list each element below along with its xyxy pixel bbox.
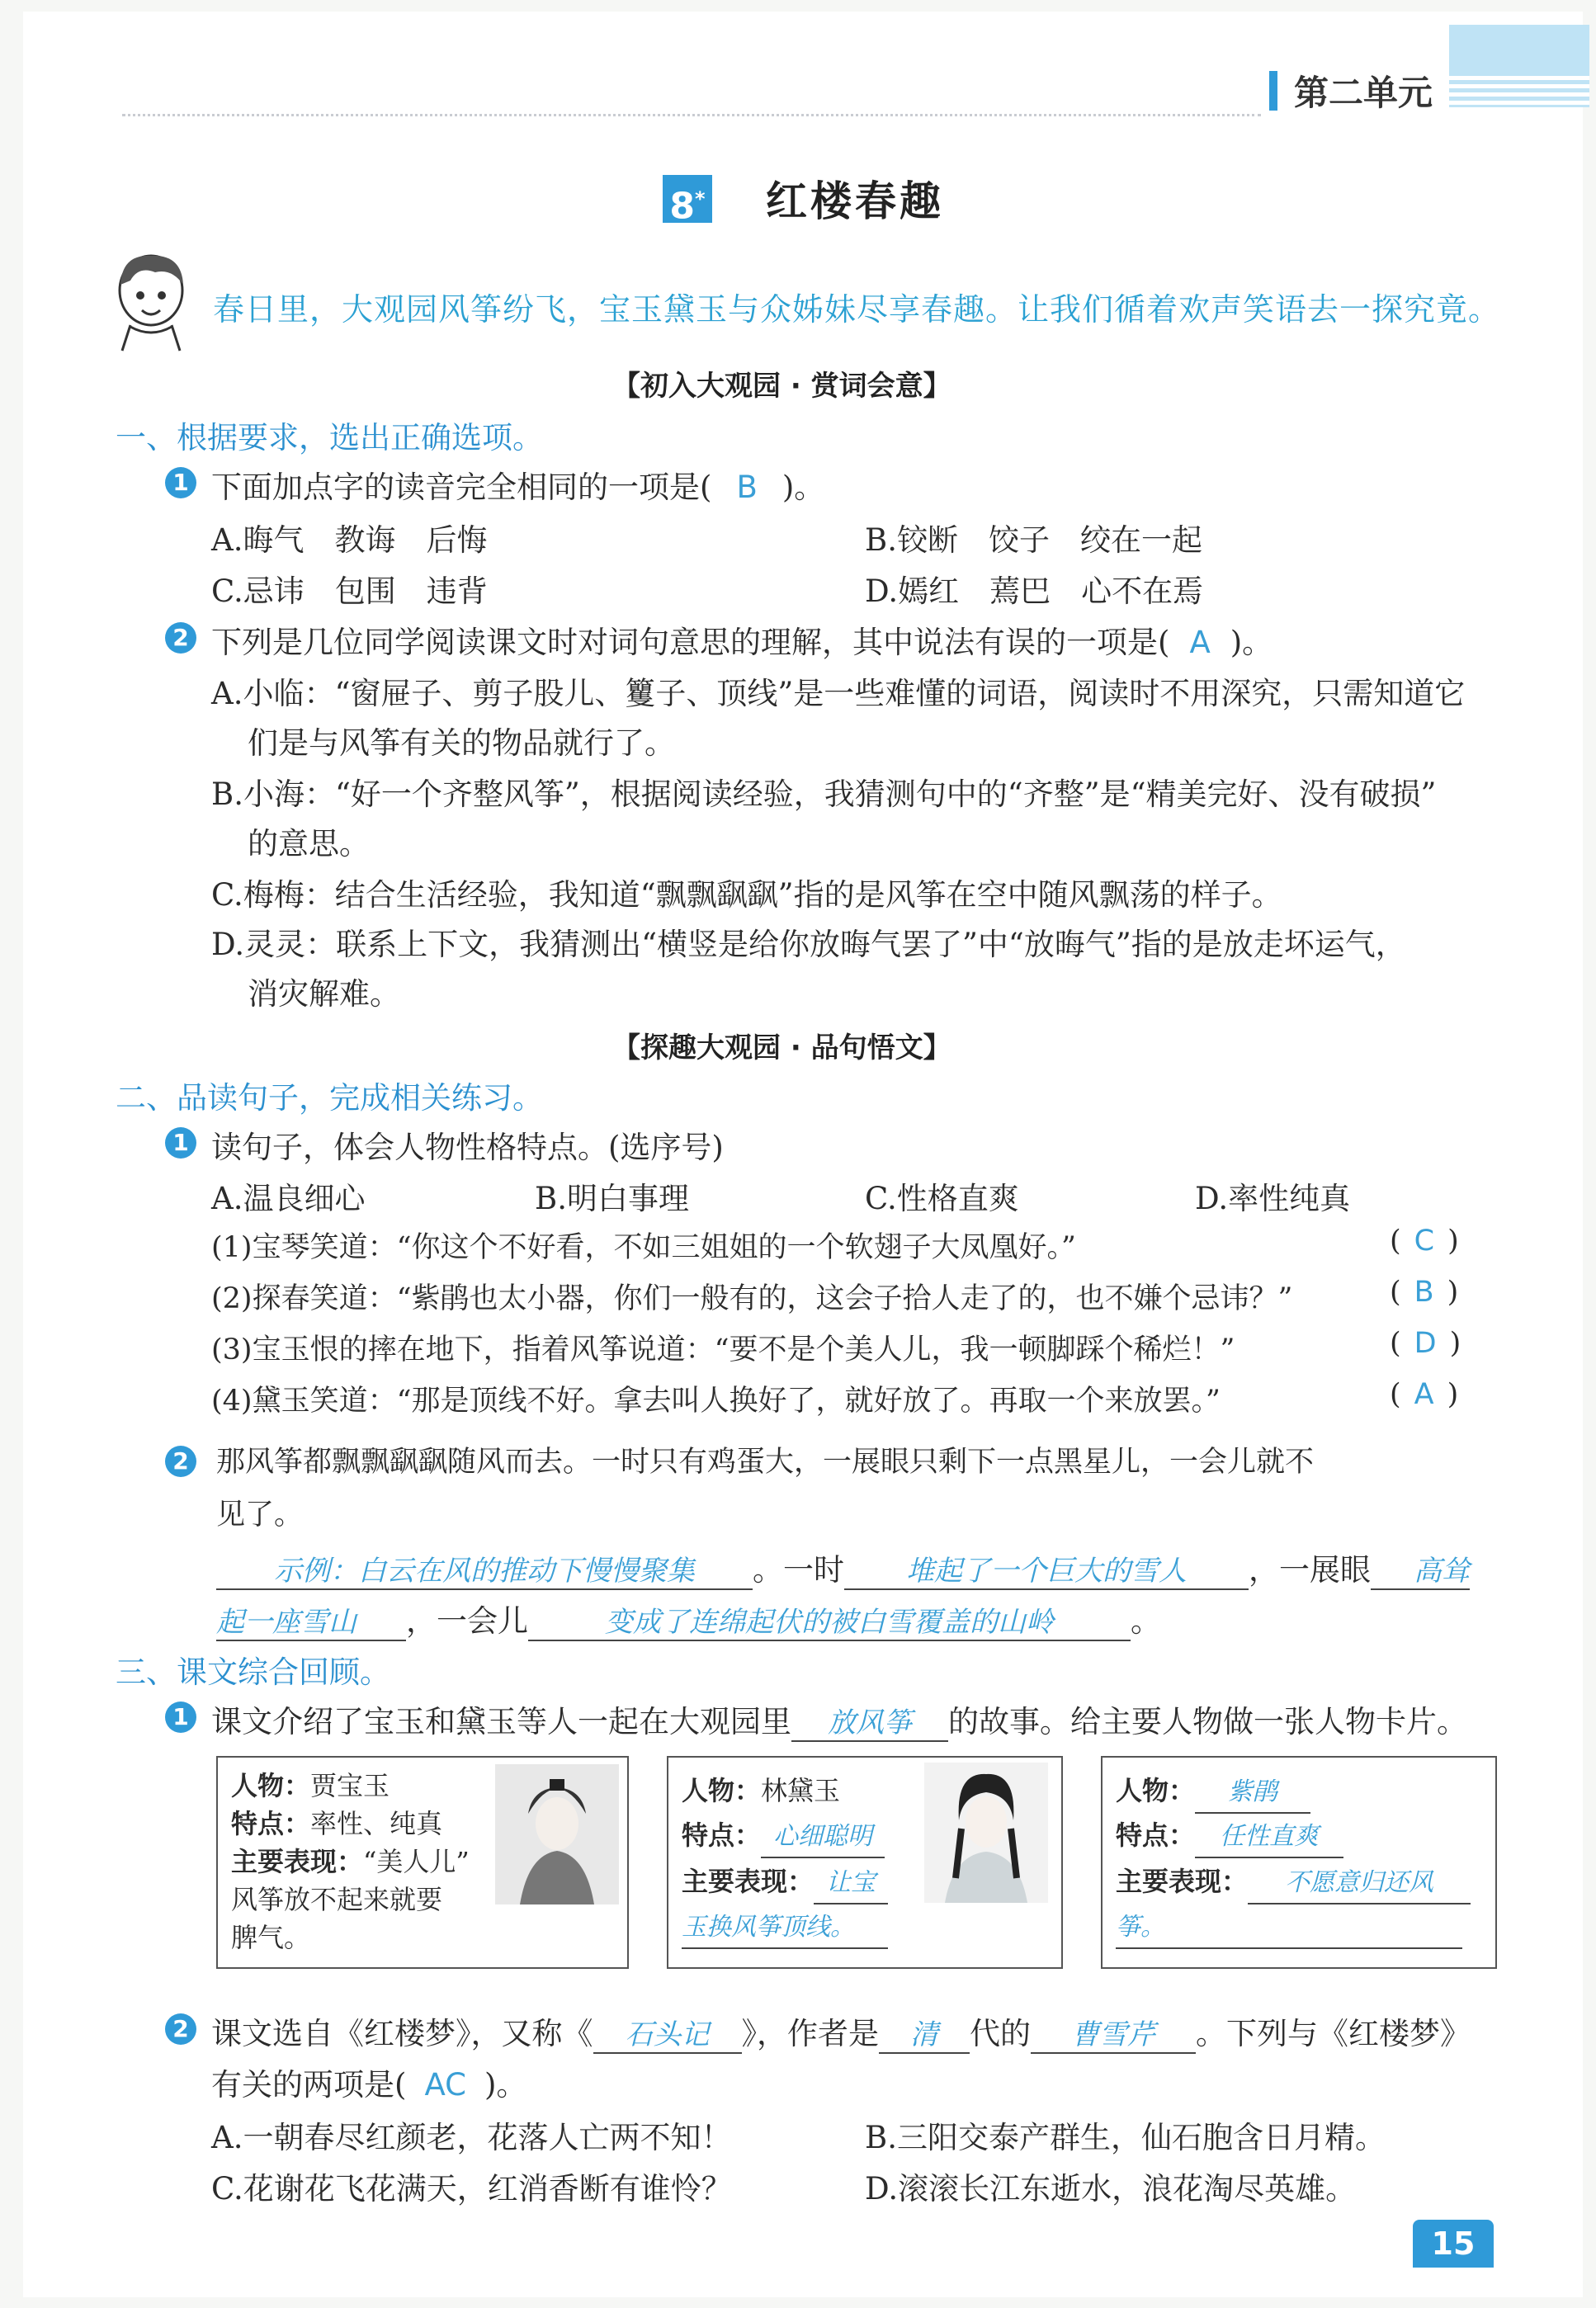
passage-line: 见了。: [216, 1499, 304, 1532]
card-row: [231, 1842, 470, 1881]
card-label: 人物：: [682, 1775, 762, 1806]
connector-text: ，一会儿: [406, 1603, 528, 1639]
question-3-2-line1: [211, 2008, 1471, 2054]
imitation-line-2: [216, 1596, 1161, 1641]
option-c: C.忌讳 包围 违背: [211, 573, 488, 609]
statement-line: B.小海：“好一个齐整风筝”，根据阅读经验，我猜测句中的“齐整”是“精美完好、没有破损”: [211, 776, 1437, 812]
imitation-line-1: [216, 1545, 1470, 1590]
baoyu-portrait-image: [495, 1764, 619, 1908]
question-stem: 。下列与《红楼梦》: [1196, 2016, 1471, 2051]
connector-text: ，一展眼: [1249, 1552, 1371, 1588]
question-3-1: [211, 1697, 1467, 1742]
lesson-number-badge: [663, 175, 712, 228]
answer-bracket: ( D ): [1390, 1327, 1461, 1360]
connector-text: 。: [1131, 1603, 1161, 1639]
card-fill[interactable]: 不愿意归还风: [1248, 1863, 1471, 1904]
section-heading-1: 一、根据要求，选出正确选项。: [116, 420, 543, 455]
answer: C: [1414, 1225, 1435, 1258]
poem-option: A.一朝春尽红颜老，花落人亡两不知！: [211, 2120, 732, 2155]
question-number-3-1: 1: [165, 1702, 196, 1733]
card-row: [1116, 1771, 1310, 1814]
question-stem: 下列是几位同学阅读课文时对词句意思的理解，其中说法有误的一项是(: [211, 625, 1170, 660]
trait-option: B.明白事理: [535, 1181, 689, 1216]
mascot-boy-icon: [106, 248, 196, 358]
question-close: )。: [484, 2067, 527, 2103]
question-close: )。: [1230, 625, 1273, 660]
card-value: 贾宝玉: [310, 1770, 390, 1801]
card-label: 特点：: [1116, 1819, 1196, 1851]
question-number-2-2: 2: [165, 1446, 196, 1477]
question-3-2-line2: [211, 2060, 526, 2104]
answer: A: [1189, 625, 1211, 660]
trait-option: C.性格直爽: [865, 1181, 1019, 1216]
card-fill[interactable]: 任性直爽: [1195, 1817, 1343, 1858]
fill-blank[interactable]: 清: [879, 2012, 970, 2054]
card-fill[interactable]: 紫鹃: [1195, 1772, 1310, 1814]
intro-text: 春日里，大观园风筝纷飞，宝玉黛玉与众姊妹尽享春趣。让我们循着欢声笑语去一探究竟。: [213, 291, 1501, 328]
question-number-3-2: 2: [165, 2013, 196, 2045]
question-stem: 有关的两项是(: [211, 2067, 407, 2103]
question-2-1: 读句子，体会人物性格特点。(选序号): [211, 1130, 724, 1165]
statement-line: D.灵灵：联系上下文，我猜测出“横竖是给你放晦气罢了”中“放晦气”指的是放走坏运气，: [211, 927, 1406, 962]
card-value: “美人儿”: [363, 1846, 470, 1877]
fill-blank[interactable]: 起一座雪山: [216, 1599, 406, 1641]
card-fill[interactable]: 筝。: [1116, 1908, 1462, 1949]
poem-option: D.滚滚长江东逝水，浪花淘尽英雄。: [865, 2171, 1357, 2207]
card-row: [231, 1804, 442, 1843]
card-label: 主要表现：: [1116, 1866, 1249, 1897]
option-a: A.晦气 教诲 后悔: [211, 522, 488, 558]
fill-blank[interactable]: 堆起了一个巨大的雪人: [844, 1548, 1249, 1590]
lesson-star: *: [695, 187, 706, 210]
card-row: [682, 1862, 888, 1904]
statement-line: A.小临：“窗屉子、剪子股儿、籰子、顶线”是一些难懂的词语，阅读时不用深究，只需知道它: [211, 676, 1466, 711]
daiyu-portrait-image: [924, 1763, 1048, 1906]
quote-item: (1)宝琴笑道：“你这个不好看，不如三姐姐的一个软翅子大凤凰好。”: [211, 1231, 1076, 1264]
fill-blank[interactable]: 高耸: [1371, 1548, 1470, 1590]
card-row: [682, 1771, 840, 1810]
question-stem: 下面加点字的读音完全相同的一项是(: [211, 470, 712, 505]
answer-bracket: ( A ): [1390, 1378, 1459, 1411]
fill-blank[interactable]: 变成了连绵起伏的被白雪覆盖的山岭: [528, 1599, 1131, 1641]
page-number: 15: [1413, 2220, 1494, 2268]
card-label: 特点：: [682, 1819, 762, 1851]
question-close: )。: [781, 470, 825, 505]
section-banner-2: 【探趣大观园 · 品句悟文】: [612, 1031, 951, 1064]
trait-option: D.率性纯真: [1195, 1181, 1351, 1216]
fill-blank[interactable]: 示例：白云在风的推动下慢慢聚集: [216, 1548, 753, 1590]
question-1-1: [211, 462, 824, 507]
header-stripes: [1449, 25, 1589, 107]
card-row: [682, 1906, 888, 1949]
question-stem: 》，作者是: [741, 2016, 879, 2051]
quote-item: (2)探春笑道：“紫鹃也太小器，你们一般有的，这会子拾人走了的，也不嫌个忌讳？”: [211, 1282, 1293, 1315]
answer-bracket: ( C ): [1390, 1225, 1459, 1258]
statement-line: 们是与风筝有关的物品就行了。: [248, 725, 675, 761]
answer: B: [736, 470, 758, 505]
card-row: [1116, 1815, 1343, 1858]
fill-blank[interactable]: 石头记: [593, 2012, 742, 2054]
question-number-1-2: 2: [165, 622, 196, 654]
section-heading-2: 二、品读句子，完成相关练习。: [116, 1080, 543, 1116]
lesson-title: 红楼春趣: [766, 177, 944, 225]
answer: A: [1414, 1378, 1434, 1411]
card-label: 主要表现：: [682, 1866, 815, 1897]
lesson-number: 8: [669, 185, 696, 228]
card-fill[interactable]: 心细聪明: [761, 1817, 885, 1858]
question-stem: 的故事。给主要人物做一张人物卡片。: [948, 1704, 1467, 1739]
statement-line: 的意思。: [248, 826, 370, 861]
statement-line: C.梅梅：结合生活经验，我知道“飘飘飖飖”指的是风筝在空中随风飘荡的样子。: [211, 877, 1282, 913]
question-number-1-1: 1: [165, 467, 196, 498]
header-divider: [122, 114, 1261, 116]
card-fill[interactable]: 让宝: [814, 1863, 888, 1904]
unit-label: 第二单元: [1294, 73, 1433, 113]
option-d: D.嫣红 蔫巴 心不在焉: [865, 573, 1204, 609]
answer: AC: [424, 2067, 466, 2103]
card-row: 风筝放不起来就要: [231, 1884, 443, 1915]
fill-blank[interactable]: 放风筝: [791, 1700, 948, 1742]
quote-item: (4)黛玉笑道：“那是顶线不好。拿去叫人换好了，就好放了。再取一个来放罢。”: [211, 1385, 1221, 1418]
section-heading-3: 三、课文综合回顾。: [116, 1654, 390, 1690]
card-fill[interactable]: 玉换风筝顶线。: [682, 1908, 888, 1949]
card-value: 率性、纯真: [310, 1808, 443, 1839]
question-stem: 课文选自《红楼梦》，又称《: [211, 2016, 593, 2051]
card-label: 主要表现：: [231, 1846, 364, 1877]
quote-item: (3)宝玉恨的摔在地下，指着风筝说道：“要不是个美人儿，我一顿脚踩个稀烂！”: [211, 1333, 1235, 1366]
section-banner-1: 【初入大观园 · 赏词会意】: [612, 370, 951, 403]
answer: D: [1414, 1327, 1437, 1360]
card-row: [231, 1766, 390, 1805]
card-row: [1116, 1862, 1471, 1904]
card-label: 特点：: [231, 1808, 311, 1839]
card-label: 人物：: [1116, 1775, 1196, 1806]
statement-line: 消灾解难。: [248, 976, 400, 1012]
trait-option: A.温良细心: [211, 1181, 366, 1216]
question-stem: 课文介绍了宝玉和黛玉等人一起在大观园里: [211, 1704, 791, 1739]
poem-option: B.三阳交泰产群生，仙石胞含日月精。: [865, 2120, 1386, 2155]
answer: B: [1414, 1276, 1434, 1309]
poem-option: C.花谢花飞花满天，红消香断有谁怜？: [211, 2171, 732, 2207]
card-row: 脾气。: [231, 1922, 311, 1953]
card-label: 人物：: [231, 1770, 311, 1801]
answer-bracket: ( B ): [1390, 1276, 1459, 1309]
question-stem: 代的: [970, 2016, 1031, 2051]
connector-text: 。一时: [753, 1552, 844, 1588]
card-value: 林黛玉: [761, 1775, 841, 1806]
card-row: [1116, 1906, 1462, 1949]
question-number-2-1: 1: [165, 1127, 196, 1159]
option-b: B.铰断 饺子 绞在一起: [865, 522, 1202, 558]
passage-line: 那风筝都飘飘飖飖随风而去。一时只有鸡蛋大，一展眼只剩下一点黑星儿，一会儿就不: [216, 1446, 1315, 1479]
fill-blank[interactable]: 曹雪芹: [1031, 2012, 1196, 2054]
unit-marker: [1269, 71, 1277, 111]
card-row: [682, 1815, 885, 1858]
question-1-2: [211, 617, 1273, 662]
